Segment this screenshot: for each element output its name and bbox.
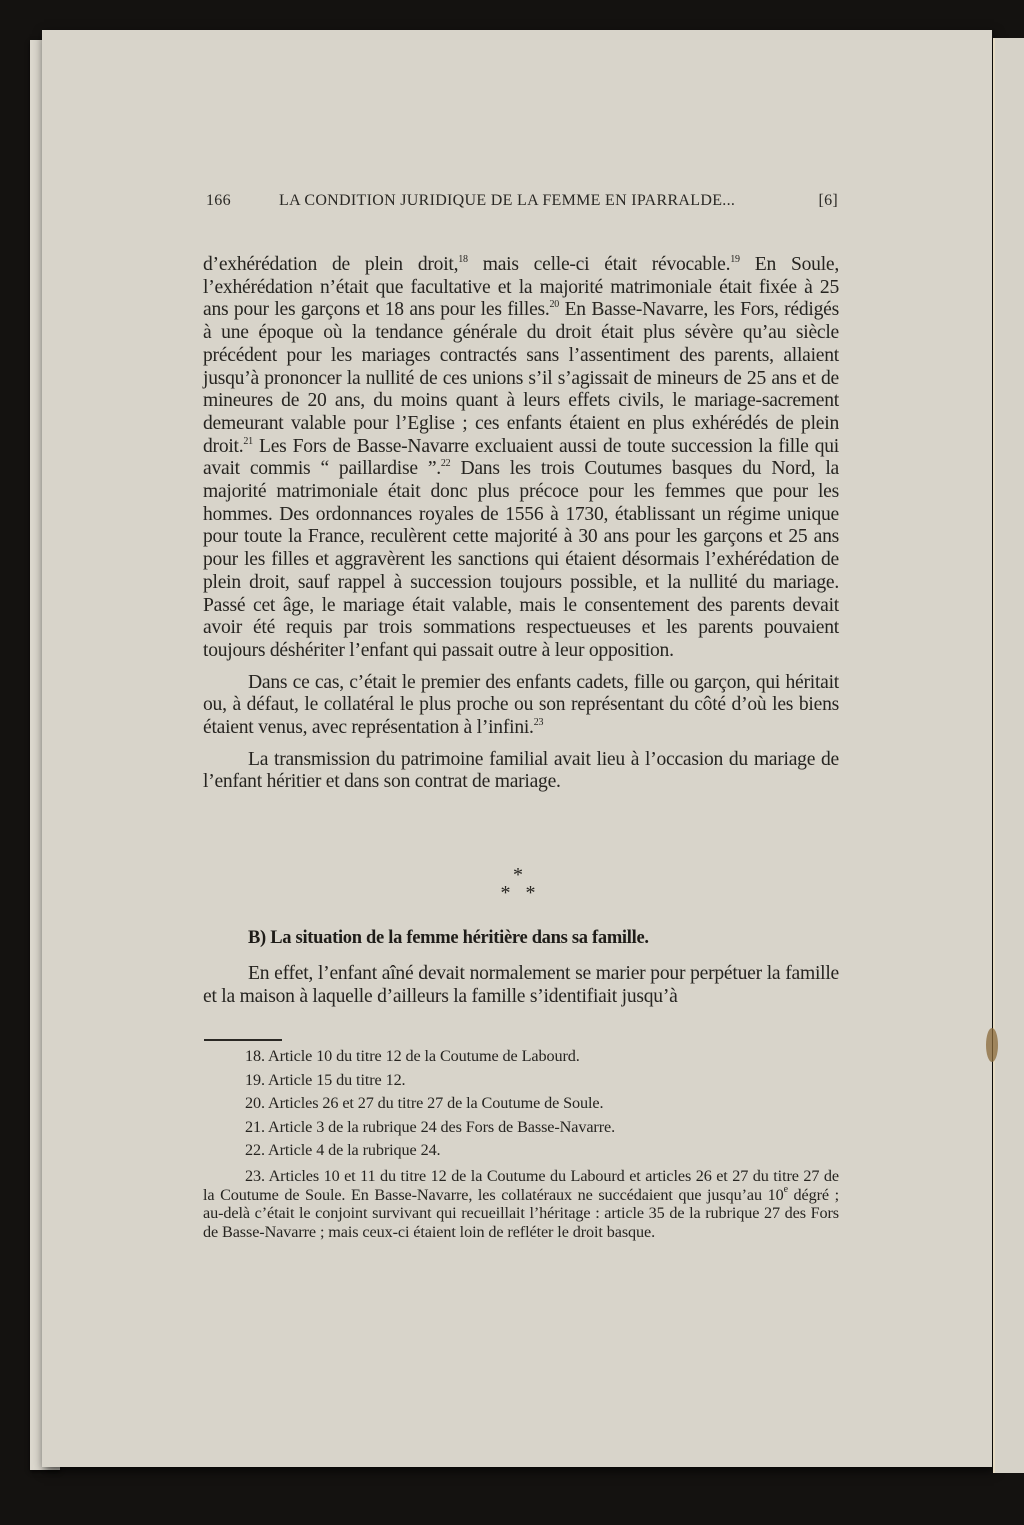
footnotes <box>203 1048 839 1248</box>
footnote-number: 23. <box>245 1167 265 1185</box>
footnote-ref[interactable]: 18 <box>458 254 468 265</box>
facing-page-edge <box>993 38 1024 1473</box>
footnote-text: Article 15 du titre 12. <box>268 1070 406 1089</box>
footnote-superscript: e <box>783 1183 788 1195</box>
running-title: LA CONDITION JURIDIQUE DE LA FEMME EN IPARRALDE... <box>279 192 736 209</box>
page-number: 166 <box>206 192 231 209</box>
footnote-23 <box>203 1167 839 1242</box>
footnote-text: Article 10 du titre 12 de la Coutume de Labourd. <box>268 1047 580 1065</box>
paragraph: Dans ce cas, c’était le premier des enfants cadets, fille ou garçon, qui héritait ou, à défaut, le collatéral le plus proche ou son représentant du côté d’où les biens étaient venus, avec représentation à l’infini.$^{23}$ <box>203 671 839 739</box>
footnote-ref[interactable]: 23 <box>533 717 544 729</box>
section-body <box>203 963 839 1008</box>
footnote-text: Articles 10 et 11 du titre 12 de la Coutume du Labourd et articles 26 et 27 du titre 27 de la Coutume de Soule. En Basse-Navarre, les collatéraux ne succédaient que jusqu’au 10 <box>203 1167 839 1204</box>
footnote <box>203 1119 839 1136</box>
footnote <box>203 1072 839 1089</box>
footnote-ref[interactable]: 19 <box>730 254 740 265</box>
footnote-number: 18. <box>245 1047 268 1065</box>
footnote-text: Article 3 de la rubrique 24 des Fors de Basse-Navarre. <box>268 1117 616 1136</box>
footnote-number: 21. <box>245 1117 268 1136</box>
footnote-text: Article 4 de la rubrique 24. <box>268 1141 441 1159</box>
separator-star-top: * <box>513 864 523 886</box>
footnote-text: dégré ; au-delà c’était le conjoint survivant qui recueillait l’héritage : article 35 de la rubrique 27 des Fors de Basse-Navarre ; mais ceux-ci étaient loin de refléter le droit basque. <box>203 1185 839 1242</box>
section-number: [6] <box>818 192 838 209</box>
footnote-number: 22. <box>245 1141 268 1159</box>
footnote-rule <box>204 1039 282 1041</box>
footnote-ref[interactable]: 20 <box>549 299 560 311</box>
footnote-number: 19. <box>245 1070 268 1089</box>
footnote-ref[interactable]: 21 <box>243 435 253 447</box>
paragraph: d’exhérédation de plein droit,$^{18}$ mais celle-ci était révocable.$^{19}$ En Soule, l’exhérédation n’était que facultative et la majorité matrimoniale était fixée à 25 ans pour les garçons et 18 ans pour les filles.$^{20}$ En Basse-Navarre, les Fors, rédigés à une époque où la tendance générale du droit était plus sévère qu’au siècle précédent pour les mariages contractés sans l’assentiment des parents, allaient jusqu’à prononcer la nullité de ces unions s’il s’agissait de mineurs de 25 ans et de mineures de 20 ans, du moins quant à leurs effets civils, le mariage-sacrement demeurant valable pour l’Eglise ; ces enfants étaient en plus exhérédés de plein droit.$^{21}$ Les Fors de Basse-Navarre excluaient aussi de toute succession la fille qui avait commis “ paillardise ”.$^{22}$ Dans les trois Coutumes basques du Nord, la majorité matrimoniale était donc plus précoce pour les femmes que pour les hommes. Des ordonnances royales de 1556 à 1730, établissant un régime unique pour toute la France, reculèrent cette majorité à 30 ans pour les garçons et 25 ans pour les filles et aggravèrent les sanctions qui étaient désormais l’exhérédation de plein droit, sauf rappel à succession toujours possible, et la nullité du mariage. Passé cet âge, le mariage était valable, mais le consentement des parents devait avoir été requis par trois sommations respectueuses et les parents pouvaient toujours déshériter l’enfant qui passait outre à leur opposition. <box>203 254 840 661</box>
footnote <box>203 1095 839 1112</box>
separator-stars-bottom: * * <box>500 882 536 904</box>
footnote-ref[interactable]: 22 <box>440 458 451 470</box>
footnote-number: 20. <box>245 1094 268 1112</box>
footnote <box>203 1142 839 1159</box>
paper-stain <box>986 1028 998 1062</box>
section-paragraph: En effet, l’enfant aîné devait normalement se marier pour perpétuer la famille et la maison à laquelle d’ailleurs la famille s’identifiait jusqu’à <box>203 963 839 1007</box>
footnote-text: Articles 26 et 27 du titre 27 de la Coutume de Soule. <box>268 1094 604 1112</box>
section-heading: B) La situation de la femme héritière dans sa famille. <box>248 928 649 948</box>
section-separator <box>478 866 558 902</box>
body-text <box>203 254 839 794</box>
footnote <box>203 1048 839 1065</box>
paragraph: La transmission du patrimoine familial avait lieu à l’occasion du mariage de l’enfant héritier et dans son contrat de mariage. <box>203 748 839 793</box>
